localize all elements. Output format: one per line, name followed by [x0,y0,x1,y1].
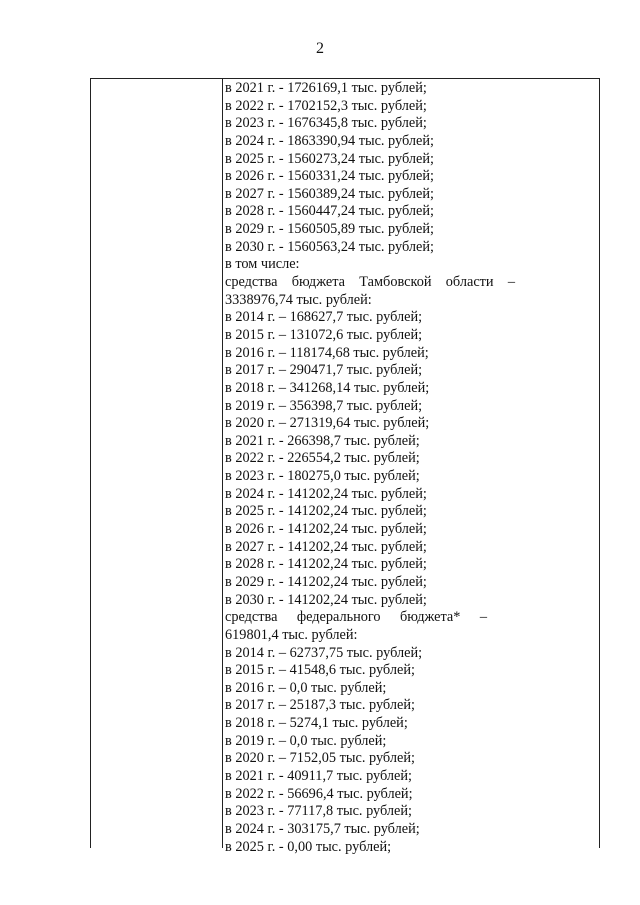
funding-table [90,78,600,855]
heading-word: средства [225,609,278,626]
year-line: в 2016 г. – 118174,68 тыс. рублей; [225,344,429,361]
heading-word: Тамбовской [359,274,432,291]
year-line: в 2016 г. – 0,0 тыс. рублей; [225,679,387,696]
federal-budget-total: 619801,4 тыс. рублей: [225,626,358,643]
heading-word: – [479,609,487,626]
year-line: в 2024 г. - 141202,24 тыс. рублей; [225,485,427,502]
year-line: в 2014 г. – 62737,75 тыс. рублей; [225,644,423,661]
year-line: в 2027 г. - 1560389,24 тыс. рублей; [225,185,435,202]
year-line: в 2023 г. - 77117,8 тыс. рублей; [225,803,413,820]
year-line: в 2020 г. – 271319,64 тыс. рублей; [225,415,430,432]
year-line: в 2021 г. - 40911,7 тыс. рублей; [225,767,413,784]
year-line: в 2022 г. - 56696,4 тыс. рублей; [225,785,413,802]
funding-text-cell [225,80,515,856]
year-line: в 2017 г. – 290471,7 тыс. рублей; [225,362,423,379]
regional-years-list [225,309,515,609]
including-label: в том числе: [225,256,300,273]
page-number: 2 [316,40,324,57]
year-line: в 2019 г. – 356398,7 тыс. рублей; [225,397,423,414]
year-line: в 2028 г. - 1560447,24 тыс. рублей; [225,203,435,220]
year-line: в 2025 г. - 141202,24 тыс. рублей; [225,503,427,520]
year-line: в 2027 г. - 141202,24 тыс. рублей; [225,538,427,555]
year-line: в 2017 г. – 25187,3 тыс. рублей; [225,697,415,714]
year-line: в 2024 г. - 1863390,94 тыс. рублей; [225,132,435,149]
year-line: в 2014 г. – 168627,7 тыс. рублей; [225,309,423,326]
year-line: в 2018 г. – 341268,14 тыс. рублей; [225,379,430,396]
year-line: в 2029 г. - 141202,24 тыс. рублей; [225,573,427,590]
year-line: в 2023 г. - 180275,0 тыс. рублей; [225,468,420,485]
year-line: в 2030 г. - 141202,24 тыс. рублей; [225,591,427,608]
year-line: в 2025 г. - 1560273,24 тыс. рублей; [225,150,435,167]
year-line: в 2015 г. – 41548,6 тыс. рублей; [225,662,415,679]
year-line: в 2019 г. – 0,0 тыс. рублей; [225,732,387,749]
federal-years-list [225,645,515,857]
regional-budget-heading [225,274,515,292]
heading-word: федерального [296,609,381,626]
year-line: в 2021 г. - 266398,7 тыс. рублей; [225,432,420,449]
year-line: в 2025 г. - 0,00 тыс. рублей; [225,838,392,855]
year-line: в 2015 г. – 131072,6 тыс. рублей; [225,326,423,343]
year-line: в 2026 г. - 1560331,24 тыс. рублей; [225,168,435,185]
year-line: в 2026 г. - 141202,24 тыс. рублей; [225,521,427,538]
year-line: в 2023 г. - 1676345,8 тыс. рублей; [225,115,427,132]
year-line: в 2030 г. - 1560563,24 тыс. рублей; [225,238,435,255]
heading-word: – [507,274,515,291]
heading-word: бюджета [291,274,346,291]
heading-word: средства [225,274,278,291]
heading-word: области [445,274,494,291]
heading-word: бюджета* [399,609,461,626]
year-line: в 2020 г. – 7152,05 тыс. рублей; [225,750,415,767]
year-line: в 2021 г. - 1726169,1 тыс. рублей; [225,80,427,96]
year-line: в 2029 г. - 1560505,89 тыс. рублей; [225,221,435,238]
year-line: в 2028 г. - 141202,24 тыс. рублей; [225,556,427,573]
year-line: в 2022 г. - 226554,2 тыс. рублей; [225,450,420,467]
federal-budget-heading [225,609,487,627]
regional-budget-total: 3338976,74 тыс. рублей: [225,291,372,308]
year-line: в 2022 г. - 1702152,3 тыс. рублей; [225,97,427,114]
year-line: в 2018 г. – 5274,1 тыс. рублей; [225,715,408,732]
year-line: в 2024 г. - 303175,7 тыс. рублей; [225,820,420,837]
column-divider [222,79,223,848]
total-years-list [225,80,515,256]
